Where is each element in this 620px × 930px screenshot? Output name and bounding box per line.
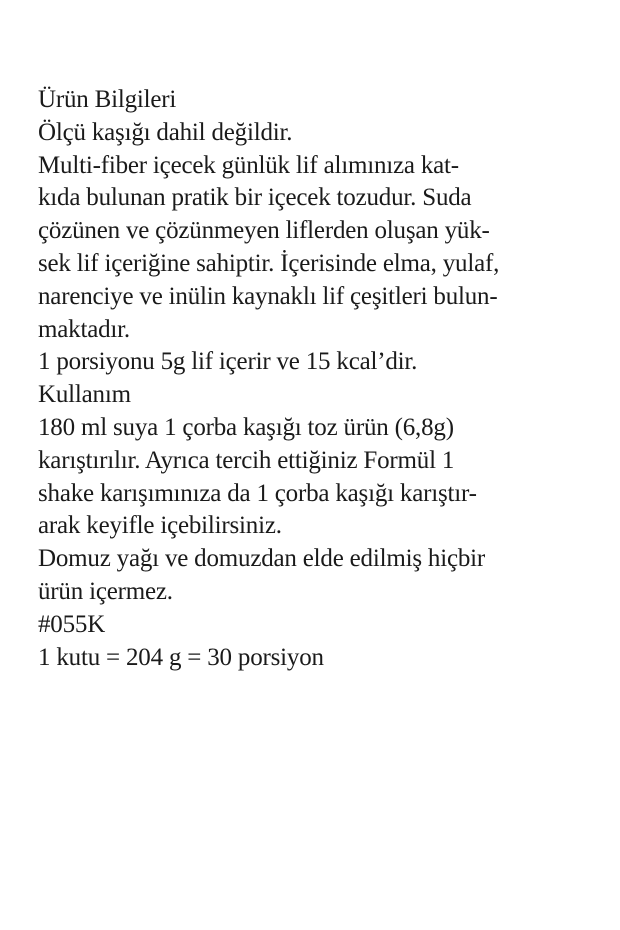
usage-line: shake karışımınıza da 1 çorba kaşığı karıştır- [38,479,477,507]
pork-free-line: Domuz yağı ve domuzdan elde edilmiş hiçbir [38,545,486,573]
product-code: #055K [38,610,106,638]
description-line: maktadır. [38,315,130,343]
description-line: narenciye ve inülin kaynaklı lif çeşitleri bulun- [38,282,498,310]
serving-info: 1 porsiyonu 5g lif içerir ve 15 kcal’dir. [38,348,418,376]
measuring-spoon-note: Ölçü kaşığı dahil değildir. [38,118,293,146]
usage-line: karıştırılır. Ayrıca tercih ettiğiniz Formül 1 [38,446,455,474]
pork-free-line: ürün içermez. [38,577,173,605]
pork-free-statement [38,543,598,609]
description-line: Multi-fiber içecek günlük lif alımınıza kat- [38,151,459,179]
product-info-document [38,84,598,674]
description-line: çözünen ve çözünmeyen liflerden oluşan yük- [38,217,490,245]
package-info: 1 kutu = 204 g = 30 porsiyon [38,643,324,671]
usage-instructions [38,412,598,543]
usage-line: arak keyifle içebilirsiniz. [38,512,282,540]
description-line: sek lif içeriğine sahiptir. İçerisinde elma, yulaf, [38,249,500,277]
section-title-usage: Kullanım [38,381,131,409]
usage-line: 180 ml suya 1 çorba kaşığı toz ürün (6,8g) [38,413,454,441]
product-description [38,150,598,347]
section-title-product-info: Ürün Bilgileri [38,86,177,113]
description-line: kıda bulunan pratik bir içecek tozudur. Suda [38,184,472,212]
